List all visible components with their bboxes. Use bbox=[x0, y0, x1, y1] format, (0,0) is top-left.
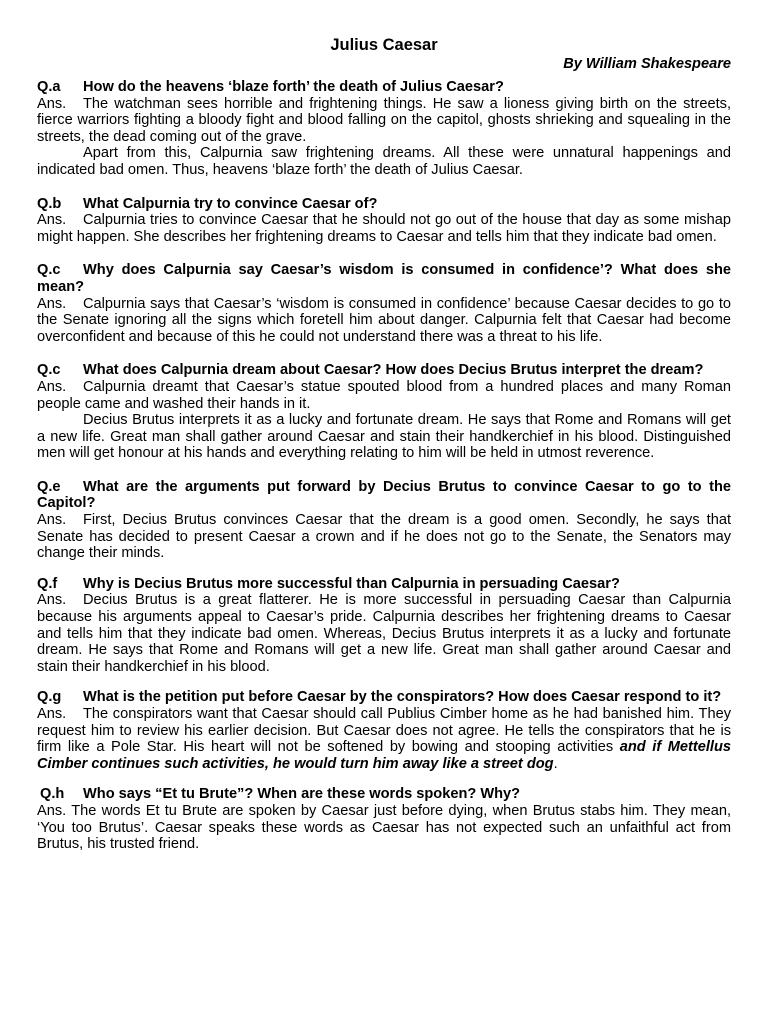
answer-g bbox=[37, 706, 731, 772]
answer-emphasis: and if Mettellus Cimber continues such activities, he would turn him away like a street dog bbox=[37, 739, 731, 772]
qa-block-c bbox=[37, 262, 731, 345]
question-label: Q.a bbox=[37, 79, 61, 95]
question-text: What does Calpurnia dream about Caesar? How does Decius Brutus interpret the dream? bbox=[83, 362, 704, 379]
question-b bbox=[37, 196, 731, 213]
answer-c bbox=[37, 296, 731, 346]
answer-text: Decius Brutus is a great flatterer. He is more successful in persuading Caesar than Calpurnia because his arguments appeal to Caesar’s pride. Calpurnia describes her frightening dreams to Caesar and tells him that they indicate bad omen. Whereas, Decius Brutus interprets it as a lucky and fortunate dream. He says that Rome and Romans will get a new life. Great man shall gather around Caesar and stain their handkerchief in his blood. bbox=[37, 592, 731, 675]
question-label: Q.f bbox=[37, 575, 58, 592]
question-label: Q.b bbox=[37, 195, 62, 212]
question-g bbox=[37, 689, 731, 706]
answer-text: The conspirators want that Caesar should call Publius Cimber home as he had banished him. They request him to review his earlier decision. But Caesar does not agree. He tells the conspirators that he is firm like a Pole Star. His heart will not be softened by bowing and stooping activities bbox=[37, 706, 731, 756]
question-e bbox=[37, 479, 731, 512]
answer-f bbox=[37, 592, 731, 675]
qa-block-h bbox=[37, 786, 731, 852]
qa-block-a bbox=[37, 79, 731, 179]
answer-d bbox=[37, 379, 731, 412]
question-label: Q.e bbox=[37, 478, 61, 495]
qa-block-f bbox=[37, 576, 731, 676]
question-a bbox=[37, 79, 731, 96]
question-label: Q.h bbox=[40, 786, 65, 803]
question-text: How do the heavens ‘blaze forth’ the death of Julius Caesar? bbox=[83, 79, 504, 95]
question-f bbox=[37, 576, 731, 593]
answer-a-paragraph-2: Apart from this, Calpurnia saw frightening dreams. All these were unnatural happenings and indicated bad omen. Thus, heavens ‘blaze forth’ the death of Julius Caesar. bbox=[37, 145, 731, 178]
question-label: Q.c bbox=[37, 362, 61, 379]
answer-label: Ans. bbox=[37, 378, 67, 395]
question-text: Why does Calpurnia say Caesar’s wisdom is consumed in confidence’? What does she mean? bbox=[37, 262, 731, 295]
answer-b bbox=[37, 212, 731, 245]
answer-text: The watchman sees horrible and frightening things. He saw a lioness giving birth on the streets, fierce warriors fighting a bloody fight and blood falling on the capitol, ghosts shrieking and squealing in the streets, the dead coming out of the grave. bbox=[37, 95, 731, 145]
question-label: Q.c bbox=[37, 262, 61, 279]
answer-text: Calpurnia dreamt that Caesar’s statue spouted blood from a hundred places and many Roman people came and washed their hands in it. bbox=[37, 378, 731, 412]
answer-h bbox=[37, 803, 731, 853]
qa-block-g bbox=[37, 689, 731, 772]
answer-text: The words Et tu Brute are spoken by Caesar just before dying, when Brutus stabs him. They mean, ‘You too Brutus’. Caesar speaks these words as Caesar has not expected such an unfaithful act from Brutus, his trusted friend. bbox=[37, 802, 732, 853]
document-page bbox=[37, 35, 731, 870]
question-text: Why is Decius Brutus more successful than Calpurnia in persuading Caesar? bbox=[83, 575, 620, 592]
question-label: Q.g bbox=[37, 689, 62, 706]
answer-text: First, Decius Brutus convinces Caesar that the dream is a good omen. Secondly, he says that Senate has decided to present Caesar a crown and if he does not go to the Senate, the Senators may change their minds. bbox=[37, 512, 731, 562]
question-c bbox=[37, 262, 731, 295]
answer-label: Ans. bbox=[37, 212, 67, 229]
answer-e bbox=[37, 512, 731, 562]
qa-block-d bbox=[37, 362, 731, 462]
answer-label: Ans. bbox=[37, 592, 67, 609]
question-text: What is the petition put before Caesar by the conspirators? How does Caesar respond to it? bbox=[83, 689, 722, 706]
question-text: What are the arguments put forward by Decius Brutus to convince Caesar to go to the Capitol? bbox=[37, 478, 731, 512]
answer-label: Ans. bbox=[37, 295, 67, 312]
answer-end: . bbox=[553, 755, 558, 772]
answer-label: Ans. bbox=[37, 706, 67, 722]
qa-block-e bbox=[37, 479, 731, 562]
document-author: By William Shakespeare bbox=[563, 56, 731, 72]
document-title: Julius Caesar bbox=[330, 36, 438, 54]
answer-label: Ans. bbox=[37, 95, 67, 112]
question-text: Who says “Et tu Brute”? When are these words spoken? Why? bbox=[83, 786, 521, 803]
answer-a bbox=[37, 96, 731, 146]
answer-text: Calpurnia says that Caesar’s ‘wisdom is consumed in confidence’ because Caesar decides to go to the Senate ignoring all the signs which foretell him about danger. Calpurnia felt that Caesar had become overconfident and because of this he could not understand there was a threat to his life. bbox=[37, 295, 731, 345]
answer-label: Ans. bbox=[37, 512, 67, 529]
question-h bbox=[37, 786, 731, 803]
answer-label: Ans. bbox=[37, 802, 67, 819]
question-d bbox=[37, 362, 731, 379]
qa-block-b bbox=[37, 196, 731, 246]
answer-d-paragraph-2: Decius Brutus interprets it as a lucky and fortunate dream. He says that Rome and Romans will get a new life. Great man shall gather around Caesar and stain their handkerchief in his blood. Distinguished men will get honour at his hands and everything relating to him will be held in utmost reverence. bbox=[37, 412, 731, 462]
answer-text: Calpurnia tries to convince Caesar that he should not go out of the house that day as some mishap might happen. She describes her frightening dreams to Caesar and tells him that they indicate bad omen. bbox=[37, 212, 731, 245]
question-text: What Calpurnia try to convince Caesar of? bbox=[83, 195, 378, 212]
